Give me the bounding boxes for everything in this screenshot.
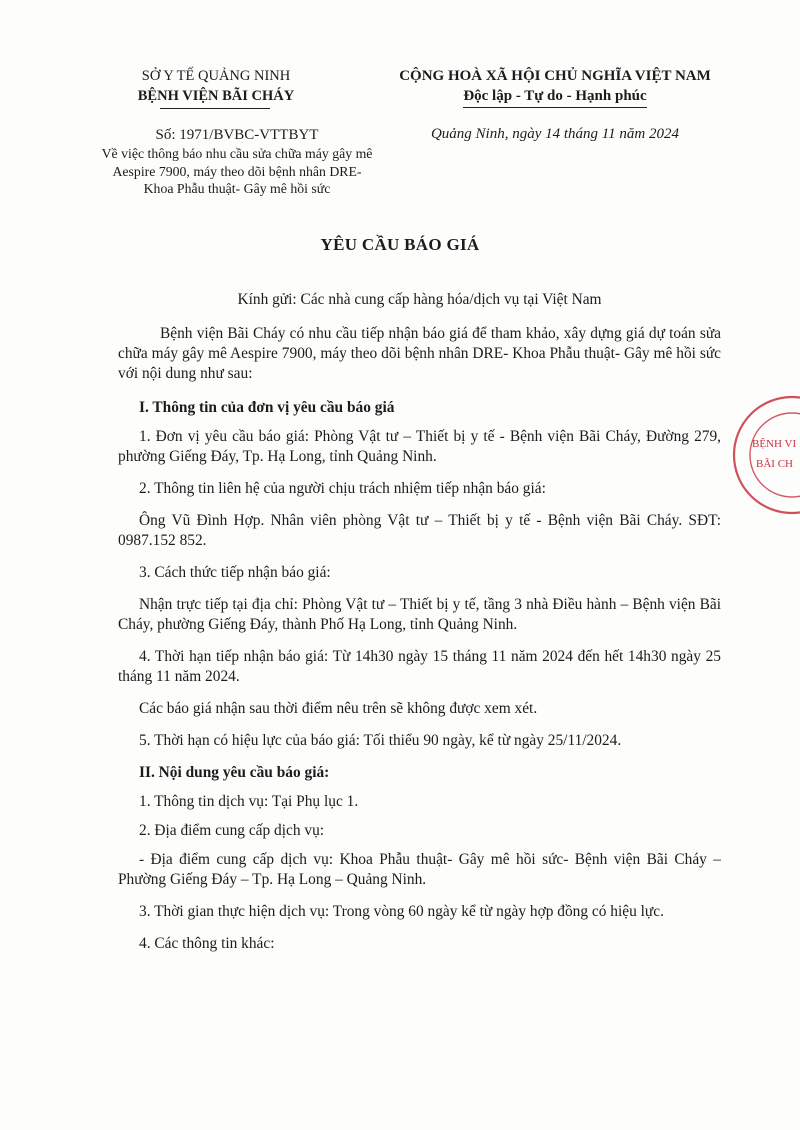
org-line-hospital: BỆNH VIỆN BÃI CHÁY xyxy=(137,88,295,104)
s2-item-2: 2. Địa điểm cung cấp dịch vụ: xyxy=(139,822,325,839)
org-underline xyxy=(160,108,270,109)
s1-item-3: 3. Cách thức tiếp nhận báo giá: xyxy=(139,564,331,581)
date-line: Quảng Ninh, ngày 14 tháng 11 năm 2024 xyxy=(430,126,680,142)
s2-item-3: 3. Thời gian thực hiện dịch vụ: Trong vòng 60 ngày kể từ ngày hợp đồng có hiệu lực. xyxy=(139,903,664,920)
s1-item-4: 4. Thời hạn tiếp nhận báo giá: Từ 14h30 ngày 15 tháng 11 năm 2024 đến hết 14h30 ngày 25 tháng 11 năm 2024. xyxy=(118,648,721,685)
s1-item-2: 2. Thông tin liên hệ của người chịu trách nhiệm tiếp nhận báo giá: xyxy=(139,480,546,497)
s1-item-4-note: Các báo giá nhận sau thời điểm nêu trên sẽ không được xem xét. xyxy=(139,700,538,717)
national-header xyxy=(360,66,750,108)
issuing-organization xyxy=(96,66,336,106)
s1-item-3-detail: Nhận trực tiếp tại địa chỉ: Phòng Vật tư – Thiết bị y tế, tầng 3 nhà Điều hành – Bệnh viện Bãi Cháy, phường Giếng Đáy, thành Phố Hạ Long, tỉnh Quảng Ninh. xyxy=(118,596,721,633)
s1-item-2-detail: Ông Vũ Đình Hợp. Nhân viên phòng Vật tư – Thiết bị y tế - Bệnh viện Bãi Cháy. SĐT: 0987.152 852. xyxy=(118,512,721,549)
document-body xyxy=(118,290,721,954)
document-title: YÊU CẦU BÁO GIÁ xyxy=(320,235,480,254)
org-line-department: SỞ Y TẾ QUẢNG NINH xyxy=(141,68,291,84)
stamp-text-line2: BÃI CH xyxy=(756,458,793,470)
greeting: Kính gửi: Các nhà cung cấp hàng hóa/dịch vụ tại Việt Nam xyxy=(237,291,602,308)
s1-item-5: 5. Thời hạn có hiệu lực của báo giá: Tối thiểu 90 ngày, kể từ ngày 25/11/2024. xyxy=(139,732,622,749)
document-subject: Về việc thông báo nhu cầu sửa chữa máy gây mê Aespire 7900, máy theo dõi bệnh nhân DRE- Khoa Phẫu thuật- Gây mê hồi sức xyxy=(101,146,373,196)
reference-number: Số: 1971/BVBC-VTTBYT xyxy=(155,127,319,143)
s2-item-4: 4. Các thông tin khác: xyxy=(139,935,275,952)
nation-motto: Độc lập - Tự do - Hạnh phúc xyxy=(463,86,646,108)
intro-paragraph: Bệnh viện Bãi Cháy có nhu cầu tiếp nhận báo giá để tham khảo, xây dựng giá dự toán sửa chữa máy gây mê Aespire 7900, máy theo dõi bệnh nhân DRE- Khoa Phẫu thuật- Gây mê hồi sức với nội dung như sau: xyxy=(118,325,721,382)
hospital-seal-stamp xyxy=(722,385,800,525)
s2-item-2-detail: - Địa điểm cung cấp dịch vụ: Khoa Phẫu thuật- Gây mê hồi sức- Bệnh viện Bãi Cháy – Phường Giếng Đáy – Tp. Hạ Long – Quảng Ninh. xyxy=(118,851,721,888)
section-1-heading: I. Thông tin của đơn vị yêu cầu báo giá xyxy=(139,399,395,416)
s1-item-1: 1. Đơn vị yêu cầu báo giá: Phòng Vật tư – Thiết bị y tế - Bệnh viện Bãi Cháy, Đường 279, phường Giếng Đáy, Tp. Hạ Long, tỉnh Quảng Ninh. xyxy=(118,428,721,465)
s2-item-1: 1. Thông tin dịch vụ: Tại Phụ lục 1. xyxy=(139,793,359,810)
stamp-text-line1: BỆNH VI xyxy=(752,438,797,450)
nation-title: CỘNG HOÀ XÃ HỘI CHỦ NGHĨA VIỆT NAM xyxy=(399,68,711,84)
section-2-heading: II. Nội dung yêu cầu báo giá: xyxy=(139,764,330,781)
